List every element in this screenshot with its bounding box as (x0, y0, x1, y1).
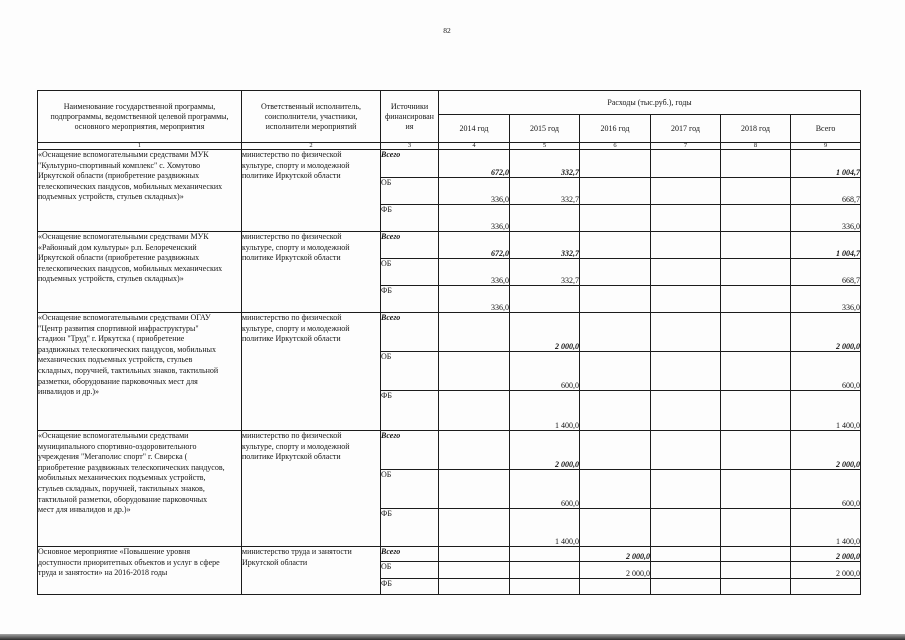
value-total: 2 000,0 (791, 431, 861, 470)
measure-name-cell (38, 547, 242, 595)
executor-line: министерство труда и занятости (242, 547, 352, 556)
measure-name-line: стадион "Труд" г. Иркутска ( приобретение (38, 334, 185, 344)
source-label: ОБ (381, 259, 439, 286)
value-2017 (651, 431, 721, 470)
value-2018 (721, 150, 791, 178)
value-2015: 332,7 (510, 178, 580, 205)
executor-cell (242, 313, 381, 431)
value-total (791, 579, 861, 595)
value-2014 (439, 313, 510, 352)
header-row (38, 91, 861, 115)
value-2018 (721, 470, 791, 509)
value-2015: 332,7 (510, 259, 580, 286)
executor-line: Иркутской области (242, 557, 308, 567)
value-total: 336,0 (791, 205, 861, 232)
value-2015: 600,0 (510, 352, 580, 391)
column-number: 5 (510, 143, 580, 150)
value-2014: 336,0 (439, 178, 510, 205)
value-2018 (721, 391, 791, 431)
value-2015: 332,7 (510, 150, 580, 178)
executor-line: политике Иркутской области (242, 452, 341, 462)
source-label: Всего (381, 431, 439, 470)
column-number: 7 (651, 143, 721, 150)
header-name-col (38, 91, 242, 143)
value-2016 (580, 470, 651, 509)
measure-name-line: тактильной разметки, оборудование парковочных (38, 494, 208, 504)
header-line: соисполнители, участники, (264, 111, 358, 121)
value-total: 1 400,0 (791, 391, 861, 431)
value-2017 (651, 470, 721, 509)
header-year-2015: 2015 год (510, 115, 580, 143)
measure-name-cell (38, 431, 242, 547)
value-2017 (651, 579, 721, 595)
measure-name-line: учреждения "Мегаполис спорт" г. Свирска ( (38, 452, 188, 462)
table-row (38, 547, 861, 562)
value-2018 (721, 232, 791, 259)
source-label: ФБ (381, 286, 439, 313)
value-2015 (510, 205, 580, 232)
value-total: 668,7 (791, 259, 861, 286)
value-2014 (439, 431, 510, 470)
value-2014: 672,0 (439, 150, 510, 178)
value-2017 (651, 352, 721, 391)
executor-line: культуре, спорту и молодежной (242, 323, 350, 333)
source-label: Всего (381, 232, 439, 259)
column-number: 6 (580, 143, 651, 150)
measure-name-line: Основное мероприятие «Повышение уровня (38, 547, 190, 556)
source-label: Всего (381, 313, 439, 352)
value-2015 (510, 286, 580, 313)
value-2016 (580, 205, 651, 232)
measure-name-line: подъемных устройств, стульев складных)» (38, 274, 184, 284)
value-2016 (580, 313, 651, 352)
value-total: 600,0 (791, 470, 861, 509)
value-2018 (721, 313, 791, 352)
table-row (38, 232, 861, 259)
measure-name-line: телескопических пандусов, мобильных механических (38, 263, 223, 273)
measure-name-cell (38, 313, 242, 431)
value-2014 (439, 391, 510, 431)
value-total: 2 000,0 (791, 313, 861, 352)
executor-line: министерство по физической (242, 313, 342, 322)
value-2018 (721, 205, 791, 232)
measure-name-line: складных, поручней, тактильных знаков, тактильной (38, 365, 219, 375)
source-label: ФБ (381, 391, 439, 431)
column-numbers-row (38, 143, 861, 150)
header-year-2018: 2018 год (721, 115, 791, 143)
measure-name-line: муниципального спортивно-оздоровительного (38, 441, 197, 451)
value-2014 (439, 470, 510, 509)
value-total: 336,0 (791, 286, 861, 313)
measure-name-line: «Оснащение вспомогательными средствами МУК (38, 150, 209, 159)
value-2016 (580, 259, 651, 286)
value-2016: 2 000,0 (580, 562, 651, 579)
value-2016 (580, 150, 651, 178)
measure-name-line: доступности приоритетных объектов и услуг в сфере (38, 557, 220, 567)
value-2018 (721, 352, 791, 391)
value-2016 (580, 178, 651, 205)
measure-name-line: Иркутской области (приобретение раздвижных (38, 171, 200, 181)
measure-name-line: «Оснащение вспомогательными средствами ОГАУ (38, 313, 211, 322)
value-2016 (580, 352, 651, 391)
value-2017 (651, 509, 721, 547)
header-source-col (381, 91, 439, 143)
executor-cell (242, 431, 381, 547)
measure-name-line: "Культурно-спортивный комплекс" с. Хомутово (38, 160, 201, 170)
page-number: 82 (443, 26, 451, 35)
value-2014 (439, 352, 510, 391)
executor-line: министерство по физической (242, 431, 342, 440)
column-number: 2 (242, 143, 381, 150)
value-2018 (721, 431, 791, 470)
value-2015 (510, 547, 580, 562)
executor-cell (242, 547, 381, 595)
value-2014 (439, 547, 510, 562)
source-label: ОБ (381, 178, 439, 205)
column-number: 4 (439, 143, 510, 150)
executor-line: политике Иркутской области (242, 253, 341, 263)
executor-cell (242, 232, 381, 313)
measure-name-line: «Районный дом культуры» р.п. Белореченский (38, 242, 197, 252)
header-year-2014: 2014 год (439, 115, 510, 143)
measure-name-line: подъемных устройств, стульев складных)» (38, 192, 184, 202)
value-2015 (510, 579, 580, 595)
value-2015: 332,7 (510, 232, 580, 259)
measure-name-line: раздвижных телескопических пандусов, мобильных (38, 344, 216, 354)
value-2017 (651, 313, 721, 352)
measure-name-cell (38, 232, 242, 313)
value-2018 (721, 562, 791, 579)
value-2015: 2 000,0 (510, 313, 580, 352)
value-2015: 2 000,0 (510, 431, 580, 470)
value-2017 (651, 178, 721, 205)
source-label: Всего (381, 150, 439, 178)
header-year-2016: 2016 год (580, 115, 651, 143)
source-label: ФБ (381, 579, 439, 595)
value-2016 (580, 286, 651, 313)
measure-name-line: приобретение раздвижных телескопических пандусов, (38, 462, 225, 472)
source-label: ФБ (381, 205, 439, 232)
scan-edge (0, 634, 905, 640)
value-2016 (580, 509, 651, 547)
value-2015 (510, 562, 580, 579)
value-total: 1 400,0 (791, 509, 861, 547)
value-2017 (651, 286, 721, 313)
value-total: 600,0 (791, 352, 861, 391)
source-label: ОБ (381, 470, 439, 509)
header-line: основного мероприятия, мероприятия (74, 121, 205, 131)
value-2016: 2 000,0 (580, 547, 651, 562)
measure-name-line: стульев складных, поручней, тактильных знаков, (38, 483, 205, 493)
executor-line: политике Иркутской области (242, 171, 341, 181)
value-2016 (580, 579, 651, 595)
value-2018 (721, 286, 791, 313)
measure-name-line: "Центр развития спортивной инфраструктуры" (38, 323, 199, 333)
header-total: Всего (791, 115, 861, 143)
measure-name-line: «Оснащение вспомогательными средствами (38, 431, 189, 440)
header-expenses: Расходы (тыс.руб.), годы (439, 91, 861, 115)
budget-table (37, 90, 861, 595)
measure-name-line: мобильных механических подъемных устройств, (38, 473, 206, 483)
measure-name-line: телескопических пандусов, мобильных механических (38, 181, 223, 191)
value-total: 1 004,7 (791, 232, 861, 259)
column-number: 1 (38, 143, 242, 150)
value-2017 (651, 232, 721, 259)
header-line: Источники (390, 101, 429, 111)
column-number: 3 (381, 143, 439, 150)
measure-name-line: труда и занятости» на 2016-2018 годы (38, 568, 168, 578)
value-2015: 1 400,0 (510, 509, 580, 547)
measure-name-line: механических подъемных устройств, стульев (38, 355, 193, 365)
value-2014 (439, 509, 510, 547)
value-total: 2 000,0 (791, 547, 861, 562)
value-2014: 336,0 (439, 205, 510, 232)
executor-line: культуре, спорту и молодежной (242, 160, 350, 170)
value-2016 (580, 232, 651, 259)
value-2014 (439, 579, 510, 595)
header-line: исполнители мероприятий (265, 121, 357, 131)
measure-name-line: «Оснащение вспомогательными средствами МУК (38, 232, 209, 241)
source-label: Всего (381, 547, 439, 562)
source-label: ФБ (381, 509, 439, 547)
value-2015: 600,0 (510, 470, 580, 509)
value-2018 (721, 259, 791, 286)
column-number: 9 (791, 143, 861, 150)
source-label: ОБ (381, 352, 439, 391)
value-2014: 336,0 (439, 259, 510, 286)
value-2018 (721, 178, 791, 205)
value-total: 1 004,7 (791, 150, 861, 178)
value-2017 (651, 259, 721, 286)
measure-name-cell (38, 150, 242, 232)
executor-cell (242, 150, 381, 232)
table-row (38, 150, 861, 178)
value-2017 (651, 547, 721, 562)
value-2014: 672,0 (439, 232, 510, 259)
value-total: 668,7 (791, 178, 861, 205)
value-2014: 336,0 (439, 286, 510, 313)
value-2017 (651, 150, 721, 178)
measure-name-line: инвалидов и др.)» (38, 387, 99, 397)
value-2018 (721, 509, 791, 547)
value-2015: 1 400,0 (510, 391, 580, 431)
value-total: 2 000,0 (791, 562, 861, 579)
table-row (38, 431, 861, 470)
executor-line: министерство по физической (242, 150, 342, 159)
measure-name-line: разметки, оборудование парковочных мест для (38, 376, 198, 386)
value-2017 (651, 391, 721, 431)
measure-name-line: мест для инвалидов и др.)» (38, 505, 131, 515)
executor-line: политике Иркутской области (242, 334, 341, 344)
measure-name-line: Иркутской области (приобретение раздвижных (38, 253, 200, 263)
value-2017 (651, 205, 721, 232)
table-row (38, 313, 861, 352)
header-line: Наименование государственной программы, (63, 101, 216, 111)
executor-line: культуре, спорту и молодежной (242, 441, 350, 451)
header-line: финансирован (385, 111, 434, 121)
header-year-2017: 2017 год (651, 115, 721, 143)
header-line: Ответственный исполнитель, (261, 101, 361, 111)
value-2014 (439, 562, 510, 579)
executor-line: культуре, спорту и молодежной (242, 242, 350, 252)
executor-line: министерство по физической (242, 232, 342, 241)
value-2016 (580, 391, 651, 431)
source-label: ОБ (381, 562, 439, 579)
value-2018 (721, 547, 791, 562)
header-executor-col (242, 91, 381, 143)
header-line: подпрограммы, ведомственной целевой программы, (50, 111, 229, 121)
table-body (38, 91, 861, 595)
value-2017 (651, 562, 721, 579)
column-number: 8 (721, 143, 791, 150)
value-2018 (721, 579, 791, 595)
value-2016 (580, 431, 651, 470)
header-line: ия (405, 121, 414, 131)
